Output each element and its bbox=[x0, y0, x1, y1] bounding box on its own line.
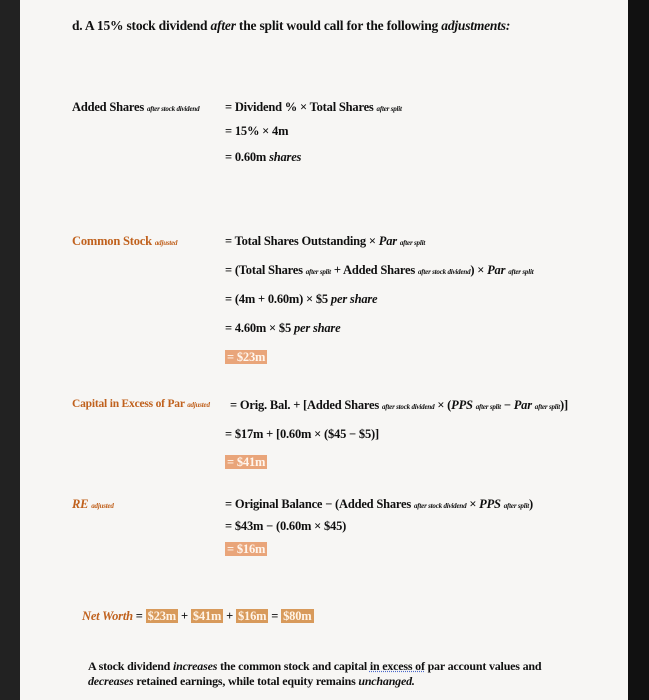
added-shares-line-2: = 15% × 4m bbox=[225, 124, 289, 138]
common-stock-line-2: = (Total Shares after split + Added Shares after stock dividend) × Par after split bbox=[225, 263, 534, 277]
left-shadow-margin bbox=[0, 0, 20, 700]
net-worth-cs: $23m bbox=[147, 609, 177, 623]
section-heading: d. A 15% stock dividend after the split would call for the following adjustments: bbox=[72, 18, 511, 33]
net-worth-re: $16m bbox=[237, 609, 267, 623]
common-stock-label: Common Stock adjusted bbox=[72, 234, 178, 248]
document-page bbox=[20, 0, 628, 700]
common-stock-line-1: = Total Shares Outstanding × Par after split bbox=[225, 234, 426, 248]
common-stock-result: = $23m bbox=[227, 350, 266, 364]
capital-excess-line-1: = Orig. Bal. + [Added Shares after stock dividend × (PPS after split − Par after split)] bbox=[230, 398, 568, 412]
capital-excess-label: Capital in Excess of Par adjusted bbox=[72, 398, 210, 410]
net-worth-total: $80m bbox=[283, 609, 312, 623]
retained-earnings-line-2: = $43m − (0.60m × $45) bbox=[225, 519, 347, 533]
retained-earnings-label: RE adjusted bbox=[72, 497, 114, 511]
added-shares-line-3: = 0.60m shares bbox=[225, 150, 302, 164]
retained-earnings-result: = $16m bbox=[227, 542, 266, 556]
retained-earnings-line-1: = Original Balance − (Added Shares after stock dividend × PPS after split) bbox=[225, 497, 533, 511]
net-worth-line: Net Worth = $23m + $41m + $16m = $80m bbox=[82, 609, 312, 623]
common-stock-line-3: = (4m + 0.60m) × $5 per share bbox=[225, 292, 378, 306]
capital-excess-result: = $41m bbox=[227, 455, 266, 469]
added-shares-line-1: = Dividend % × Total Shares after split bbox=[225, 100, 402, 114]
capital-excess-line-2: = $17m + [0.60m × ($45 − $5)] bbox=[225, 427, 379, 441]
common-stock-line-4: = 4.60m × $5 per share bbox=[225, 321, 341, 335]
conclusion-text: A stock dividend increases the common stock and capital in excess of par account values and decreases retained earnings, while total equity remains unchanged. bbox=[88, 659, 542, 688]
net-worth-cap: $41m bbox=[192, 609, 222, 623]
added-shares-label: Added Shares after stock dividend bbox=[72, 100, 200, 114]
